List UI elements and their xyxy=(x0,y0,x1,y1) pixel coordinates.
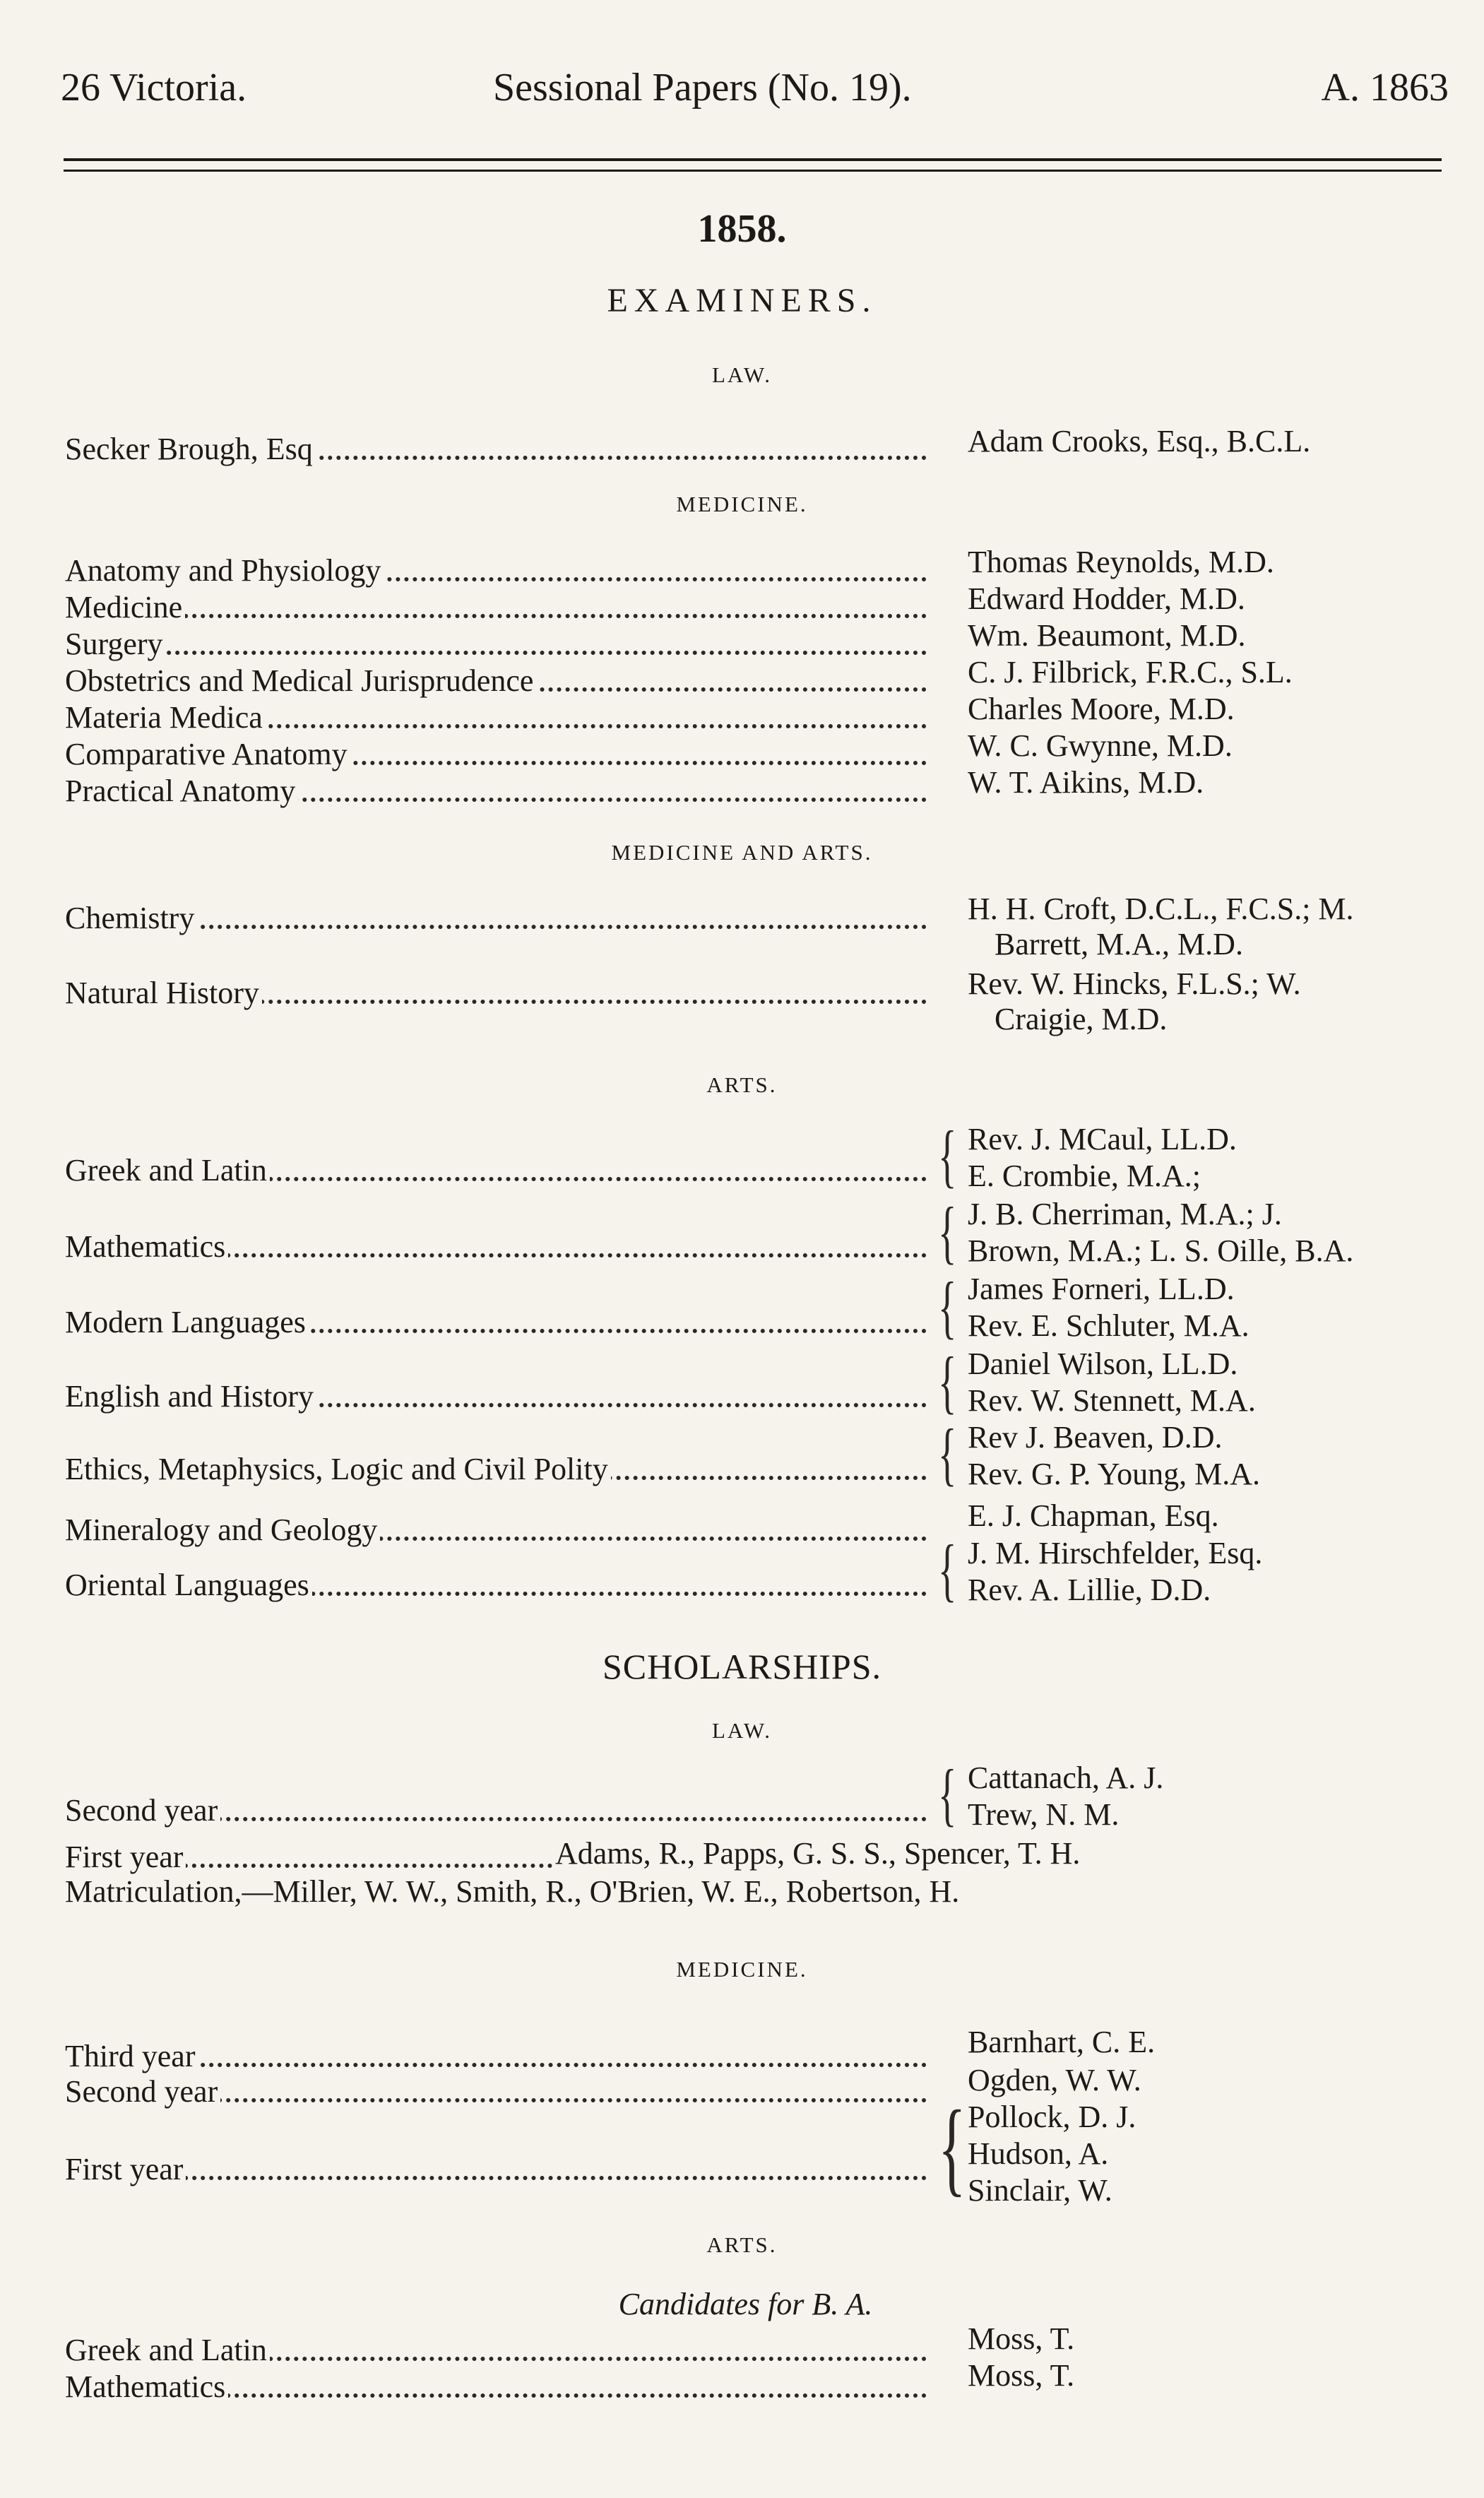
brace: { xyxy=(938,1267,957,1346)
year-label: Second year xyxy=(65,1792,220,1828)
brace: { xyxy=(938,1116,957,1195)
scholarship-row xyxy=(65,1835,552,1875)
year-label: Second year xyxy=(65,2073,220,2109)
year-label: First year xyxy=(65,1839,186,1875)
subject-label: Mathematics xyxy=(65,1229,228,1265)
scholarship-row xyxy=(65,2148,927,2187)
examiner-name: Rev. J. MCaul, LL.D. xyxy=(968,1122,1237,1156)
examiner-name: E. J. Chapman, Esq. xyxy=(968,1498,1219,1533)
examiners-law-heading: LAW. xyxy=(711,362,772,387)
dot-leader xyxy=(65,651,927,655)
subject-label: Anatomy and Physiology xyxy=(65,552,384,588)
brace: { xyxy=(938,2089,966,2206)
examiner-name: E. Crombie, M.A.; xyxy=(968,1159,1201,1193)
examiner-name: W. C. Gwynne, M.D. xyxy=(968,728,1233,763)
candidates-heading: Candidates for B. A. xyxy=(618,2287,873,2321)
subject-label: Comparative Anatomy xyxy=(65,736,350,772)
examiner-name: Charles Moore, M.D. xyxy=(968,692,1235,726)
scholarship-row xyxy=(65,2365,927,2405)
examiner-name: Rev. A. Lillie, D.D. xyxy=(968,1573,1211,1607)
examiner-name: W. T. Aikins, M.D. xyxy=(968,765,1204,800)
examiner-name: Rev. W. Stennett, M.A. xyxy=(968,1383,1256,1418)
examiners-arts-heading: ARTS. xyxy=(706,1072,778,1097)
subject-label: Medicine xyxy=(65,589,185,625)
examiner-row xyxy=(65,1301,927,1340)
scholar-name: Cattanach, A. J. xyxy=(968,1760,1164,1795)
scholar-name: Pollock, D. J. xyxy=(968,2100,1136,2134)
subject-label: Surgery xyxy=(65,626,166,662)
subject-label: Natural History xyxy=(65,975,262,1011)
brace: { xyxy=(938,1530,957,1609)
examiner-row xyxy=(65,769,927,809)
examiner-row xyxy=(65,1149,927,1188)
subject-label: Oriental Languages xyxy=(65,1567,312,1603)
scholar-names: Adams, R., Papps, G. S. S., Spencer, T. H. xyxy=(555,1836,1081,1871)
year-heading: 1858. xyxy=(697,207,787,251)
subject-label: Greek and Latin xyxy=(65,1152,270,1188)
scholar-name: Sinclair, W. xyxy=(968,2173,1112,2208)
brace: { xyxy=(938,1342,957,1421)
scholar-name: Trew, N. M. xyxy=(968,1797,1120,1832)
examiner-name: Wm. Beaumont, M.D. xyxy=(968,618,1246,653)
examiner-name: Adam Crooks, Esq., B.C.L. xyxy=(968,424,1311,458)
scholarships-arts-heading: ARTS. xyxy=(706,2232,778,2257)
examiner-name: H. H. Croft, D.C.L., F.C.S.; M. xyxy=(968,892,1354,926)
header-year: A. 1863 xyxy=(1321,66,1449,109)
subject-label: Modern Languages xyxy=(65,1304,309,1340)
scholarships-title: SCHOLARSHIPS. xyxy=(602,1647,882,1686)
examiner-name: Rev. E. Schluter, M.A. xyxy=(968,1308,1249,1343)
examiner-name: J. B. Cherriman, M.A.; J. xyxy=(968,1197,1282,1231)
year-label: First year xyxy=(65,2151,186,2187)
examiner-name: C. J. Filbrick, F.R.C., S.L. xyxy=(968,655,1293,689)
subject-label: Chemistry xyxy=(65,900,197,936)
examiner-name: Brown, M.A.; L. S. Oille, B.A. xyxy=(968,1233,1354,1268)
subject-label: Obstetrics and Medical Jurisprudence xyxy=(65,663,536,699)
scholarship-row xyxy=(65,2328,927,2368)
scholarship-row xyxy=(65,1789,927,1828)
subject-label: English and History xyxy=(65,1378,316,1414)
examiner-name: Daniel Wilson, LL.D. xyxy=(968,1346,1238,1381)
scholar-name: Hudson, A. xyxy=(968,2136,1109,2171)
examiners-medicine-heading: MEDICINE. xyxy=(676,492,808,516)
matriculation-line: Matriculation,—Miller, W. W., Smith, R., O'Brien, W. E., Robertson, H. xyxy=(65,1874,960,1909)
scholar-name: Barnhart, C. E. xyxy=(968,2025,1156,2059)
dot-leader xyxy=(65,614,927,618)
year-label: Third year xyxy=(65,2038,198,2074)
examiner-row xyxy=(65,971,927,1011)
examiner-name: Rev J. Beaven, D.D. xyxy=(968,1420,1223,1455)
examiners-title: EXAMINERS. xyxy=(607,282,877,319)
header-double-rule xyxy=(64,158,1442,172)
examiner-name-continued: Barrett, M.A., M.D. xyxy=(995,927,1243,961)
scholarship-row xyxy=(65,2035,927,2074)
examiner-name: Edward Hodder, M.D. xyxy=(968,581,1245,616)
examiner-row xyxy=(65,427,927,467)
running-header xyxy=(61,65,1449,129)
scholarships-law-heading: LAW. xyxy=(711,1718,772,1743)
examiner-row xyxy=(65,1448,927,1487)
scholarships-medicine-heading: MEDICINE. xyxy=(676,1957,808,1982)
subject-label: Mathematics xyxy=(65,2369,228,2405)
scholar-name: Moss, T. xyxy=(968,2358,1075,2393)
examiner-row xyxy=(65,1563,927,1603)
examiner-row xyxy=(65,1375,927,1414)
examiner-name-continued: Craigie, M.D. xyxy=(995,1002,1168,1036)
examiner-name: Rev. W. Hincks, F.L.S.; W. xyxy=(968,966,1301,1001)
examiner-row xyxy=(65,696,927,735)
subject-label: Practical Anatomy xyxy=(65,773,298,809)
examiner-row xyxy=(65,622,927,662)
scholar-name: Moss, T. xyxy=(968,2321,1075,2356)
examiner-row xyxy=(65,1508,927,1548)
subject-label: Greek and Latin xyxy=(65,2332,270,2368)
examiner-row xyxy=(65,659,927,699)
scholarship-row xyxy=(65,2070,927,2109)
brace: { xyxy=(938,1414,957,1493)
examiner-row xyxy=(65,1225,927,1265)
subject-label: Ethics, Metaphysics, Logic and Civil Polity xyxy=(65,1451,611,1487)
subject-label: Materia Medica xyxy=(65,699,266,735)
header-title: Sessional Papers (No. 19). xyxy=(493,66,912,109)
examiners-medicine-arts-heading: MEDICINE AND ARTS. xyxy=(611,840,873,865)
examiner-name: Thomas Reynolds, M.D. xyxy=(968,545,1274,579)
brace: { xyxy=(938,1192,957,1271)
scholar-name: Ogden, W. W. xyxy=(968,2063,1141,2097)
examiner-name: J. M. Hirschfelder, Esq. xyxy=(968,1536,1263,1570)
examiner-row xyxy=(65,896,927,936)
subject-label: Secker Brough, Esq xyxy=(65,431,316,467)
brace: { xyxy=(938,1755,957,1833)
examiner-row xyxy=(65,733,927,772)
examiner-name: Rev. G. P. Young, M.A. xyxy=(968,1457,1261,1491)
examiner-row xyxy=(65,586,927,625)
header-session: 26 Victoria. xyxy=(61,66,247,109)
examiner-row xyxy=(65,549,927,588)
subject-label: Mineralogy and Geology xyxy=(65,1512,380,1548)
dot-leader xyxy=(65,2176,927,2180)
examiner-name: James Forneri, LL.D. xyxy=(968,1272,1235,1306)
